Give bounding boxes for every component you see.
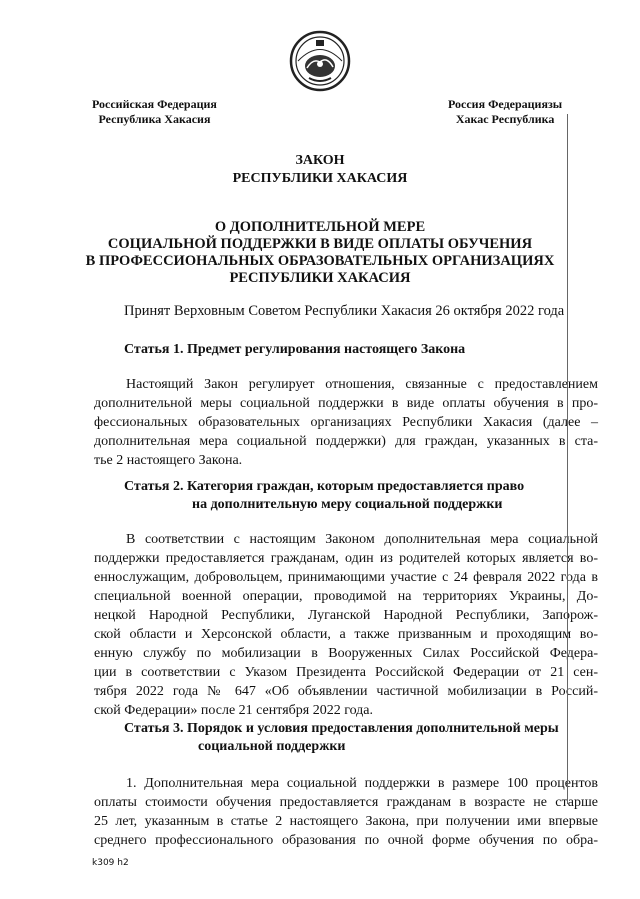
text-line: В соответствии с настоящим Законом дополнительная мера социальной — [126, 532, 598, 547]
footer-code: k309 h2 — [92, 858, 129, 868]
article-heading-line: социальной поддержки — [198, 739, 346, 754]
adoption-statement: Принят Верховным Советом Республики Хакасия 26 октября 2022 года — [124, 303, 565, 319]
article-2-body — [94, 530, 598, 720]
law-subject-line: В ПРОФЕССИОНАЛЬНЫХ ОБРАЗОВАТЕЛЬНЫХ ОРГАНИЗАЦИЯХ — [85, 253, 555, 269]
header-left-republic: Республика Хакасия — [98, 112, 211, 126]
article-heading-line: на дополнительную меру социальной поддержки — [192, 497, 503, 512]
article-3-heading — [124, 720, 559, 756]
article-1-body — [94, 375, 598, 470]
text-line: дополнительной меры социальной поддержки в виде оплаты обучения в про- — [94, 396, 598, 411]
law-title-line: ЗАКОН — [295, 153, 345, 168]
article-heading-line: Статья 3. Порядок и условия предоставления дополнительной меры — [124, 721, 559, 736]
header-left-country: Российская Федерация — [92, 97, 217, 111]
text-line: ции в соответствии с Указом Президента Российской Федерации от 21 сен- — [94, 665, 598, 680]
text-line: енную службу по мобилизации в Вооруженных Силах Российской Федера- — [94, 646, 598, 661]
text-line: 25 лет, указанным в статье 2 настоящего Закона, при получении ими впервые — [94, 814, 598, 829]
text-line: фессиональных образовательных организациях Республики Хакасия (далее – — [94, 415, 598, 430]
text-line: нецкой Народной Республики, Луганской Народной Республики, Запорож- — [94, 608, 598, 623]
header-right-republic: Хакас Республика — [455, 112, 555, 126]
article-2-heading — [124, 478, 524, 514]
coat-of-arms-icon — [289, 30, 351, 92]
text-line: дополнительная мера социальной поддержки) для граждан, указанных в ста- — [94, 434, 598, 449]
article-3-body — [94, 774, 598, 850]
law-title — [0, 152, 640, 188]
article-heading-line: Статья 1. Предмет регулирования настоящего Закона — [124, 342, 466, 357]
header-left — [92, 97, 217, 127]
law-title-line: РЕСПУБЛИКИ ХАКАСИЯ — [232, 171, 408, 186]
law-subject-line: О ДОПОЛНИТЕЛЬНОЙ МЕРЕ — [214, 219, 426, 235]
scan-artifact-line — [567, 114, 568, 804]
text-line: тября 2022 года № 647 «Об объявлении частичной мобилизации в Россий- — [94, 684, 598, 699]
text-line: Настоящий Закон регулирует отношения, связанные с предоставлением — [126, 377, 598, 392]
text-line: 1. Дополнительная мера социальной поддержки в размере 100 процентов — [126, 776, 598, 791]
article-1-heading — [124, 341, 465, 359]
text-line: поддержки предоставляется гражданам, один из родителей которых является во- — [94, 551, 598, 566]
law-subject-line: СОЦИАЛЬНОЙ ПОДДЕРЖКИ В ВИДЕ ОПЛАТЫ ОБУЧЕНИЯ — [107, 236, 533, 252]
header-right-country: Россия Федерациязы — [448, 97, 563, 111]
law-subject-line: РЕСПУБЛИКИ ХАКАСИЯ — [229, 270, 411, 286]
text-line: еннослужащим, добровольцем, принимающими участие с 24 февраля 2022 года в — [94, 570, 598, 585]
text-line: ской Федерации» после 21 сентября 2022 года. — [94, 703, 374, 718]
text-line: ской области и Херсонской области, а также призванным и проходящим во- — [94, 627, 598, 642]
text-line: среднего профессионального образования по очной форме обучения по обра- — [94, 833, 598, 848]
article-heading-line: Статья 2. Категория граждан, которым предоставляется право — [124, 479, 525, 494]
law-subject — [0, 219, 640, 287]
text-line: специальной военной операции, проводимой на территориях Украины, До- — [94, 589, 598, 604]
text-line: оплаты стоимости обучения предоставляется гражданам в возрасте не старше — [94, 795, 598, 810]
text-line: тье 2 настоящего Закона. — [94, 453, 243, 468]
header-right — [448, 97, 562, 127]
